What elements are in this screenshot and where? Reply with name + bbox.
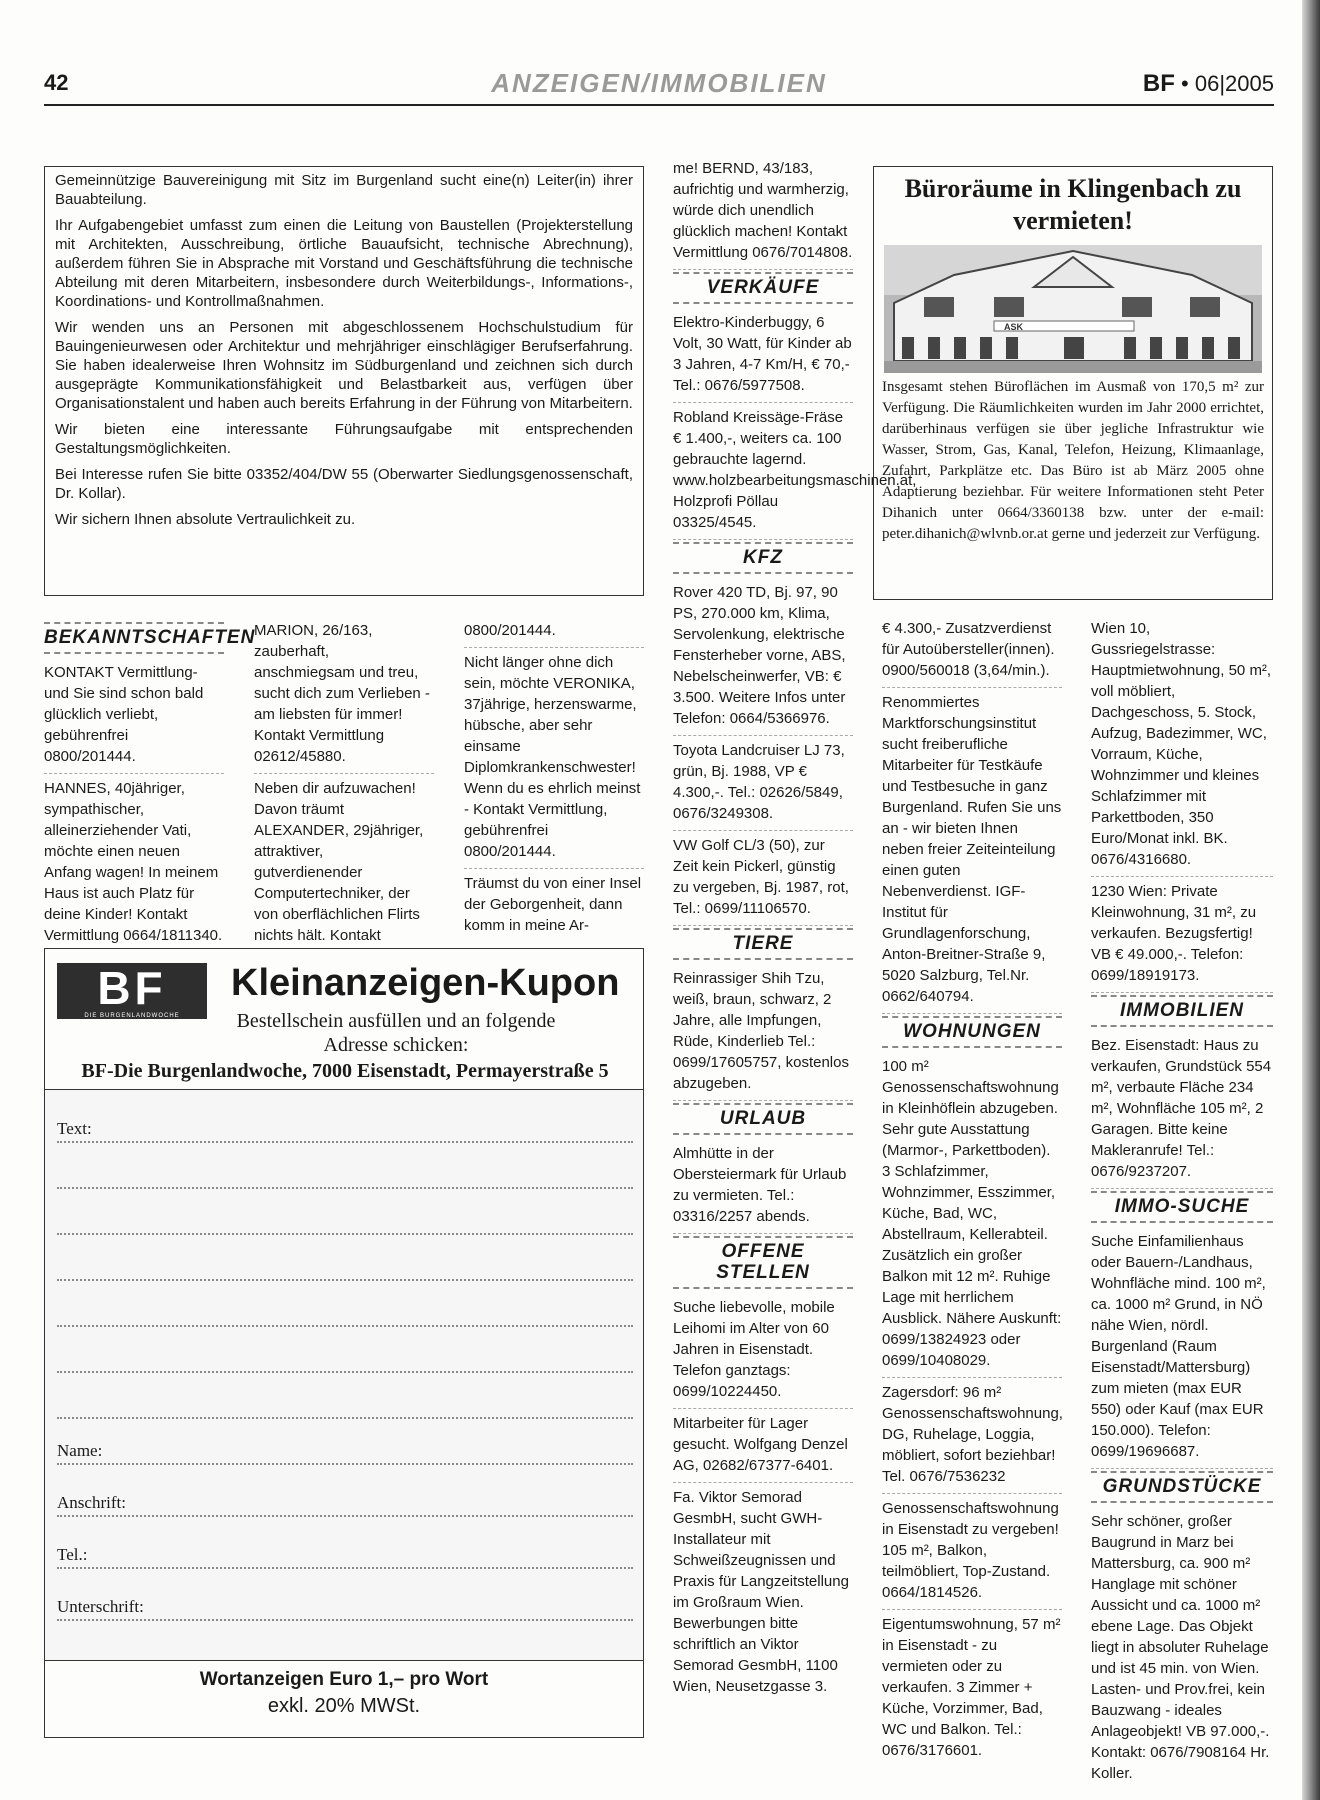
text-field-line[interactable] [57,1303,633,1327]
job-ad-profile: Wir wenden uns an Personen mit abgeschlossenem Hochschulstudium für Bauingenieurwesen oder Architektur und mehrjähriger einschlägiger Berufserfahrung. Sie haben idealerweise Ihren Wohnsitz im Südburgenland und zeichnen sich durch ausgeprägte Kommunikationsfähigkeit und Belastbarkeit aus, verfügen über Organisationstalent und haben auch bereits Erfahrung in der Führung von Mitarbeitern. [55,319,633,412]
tax-note: exkl. 20% MWSt. [267,1695,421,1717]
publication-name: BF [1142,70,1175,97]
classified-ad: Bez. Eisenstadt: Haus zu verkaufen, Grundstück 554 m², verbaute Fläche 234 m², Wohnfläche 105 m², 2 Garagen. Bitte keine Makleranrufe! Tel.: 0676/9237207. [1091,1031,1273,1189]
text-field-line[interactable] [57,1119,633,1143]
classified-coupon [44,948,644,1738]
category-heading: GRUNDSTÜCKE [1091,1471,1273,1503]
classified-ad: € 4.300,- Zusatzverdienst für Autoübersteller(innen). 0900/560018 (3,64/min.). [882,614,1062,688]
classified-ad: Zagersdorf: 96 m² Genossenschaftswohnung, DG, Ruhelage, Loggia, möbliert, sofort beziehbar! Tel. 0676/7536232 [882,1378,1062,1494]
coupon-price-footer [45,1660,643,1737]
signature-label: Unterschrift: [57,1597,148,1616]
category-heading: OFFENE STELLEN [673,1236,853,1289]
column-bekanntschaften [44,620,256,952]
classified-ad: KONTAKT Vermittlung- und Sie sind schon bald glücklich verliebt, gebührenfrei 0800/201444. [44,658,224,774]
bf-logo-letters: BF [97,962,167,1014]
text-field-line[interactable] [57,1349,633,1373]
job-ad-intro: Gemeinnützige Bauvereinigung mit Sitz im Burgenland sucht eine(n) Leiter(in) ihrer Bauabteilung. [55,172,633,208]
column-bekanntschaften-2 [254,616,434,973]
bf-logo-subtitle: DIE BURGENLANDWOCHE [84,1013,180,1019]
category-heading: BEKANNTSCHAFTEN [44,622,224,654]
classified-ad: 1230 Wien: Private Kleinwohnung, 31 m², zu verkaufen. Bezugsfertig! VB € 49.000,-. Telefon: 0699/18919173. [1091,877,1273,993]
classified-ad: Nicht länger ohne dich sein, möchte VERONIKA, 37jährige, herzenswarme, hübsche, aber sehr einsame Diplomkrankenschwester! Wenn du es ehrlich meinst - Kontakt Vermittlung, gebührenfrei 0800/201444. [464,648,644,869]
category-heading: VERKÄUFE [673,272,853,304]
office-ad-title: Büroräume in Klingenbach zu vermieten! [904,174,1242,235]
classified-ad: Sehr schöner, großer Baugrund in Marz bei Mattersburg, ca. 900 m² Hanglage mit schöner Aussicht und ca. 1000 m² ebene Lage. Das Objekt liegt in absoluter Ruhelage und ist 45 min. von Wien. Lasten- und Prov.frei, kein Bauzwang - ideales Anlageobjekt! VB 97.000,-. Kontakt: 0676/7908164 Hr. Koller. [1091,1513,1270,1782]
section-title: ANZEIGEN/IMMOBILIEN [491,68,827,98]
job-ad-tasks: Ihr Aufgabengebiet umfasst zum einen die Leitung von Baustellen (Projekterstellung mit Architekten, Ausschreibung, örtliche Bauaufsicht, technische Abrechnung), außerdem führen Sie in Absprache mit Vorstand und Geschäftsführung die technische Abteilung mit deren Mitarbeitern, insbesondere durch Weiterbildungs-, Informations-, Koordinations- und Kontrollmaßnahmen. [55,217,633,310]
classified-ad: Renommiertes Marktforschungsinstitut sucht freiberufliche Mitarbeiter für Testkäufe und Testbesuche in ganz Burgenland. Rufen Sie uns an - wir bieten Ihnen neben freier Zeiteinteilung einen guten Nebenverdienst. IGF-Institut für Grundlagenforschung, Anton-Breitner-Straße 9, 5020 Salzburg, Tel.Nr. 0662/640794. [882,688,1062,1014]
classified-ad: Rover 420 TD, Bj. 97, 90 PS, 270.000 km, Klima, Servolenkung, elektrische Fensterheber vorne, ABS, Nebelscheinwerfer, VB: € 3.500. Weitere Infos unter Telefon: 0664/5366976. [673,578,853,736]
job-ad-offer: Wir bieten eine interessante Führungsaufgabe mit entsprechenden Gestaltungsmöglichkeiten. [55,421,633,457]
classified-ad: Elektro-Kinderbuggy, 6 Volt, 30 Watt, für Kinder ab 3 Jahren, 4-7 Km/H, € 70,- Tel.: 0676/5977508. [673,308,853,403]
classified-ad: Robland Kreissäge-Fräse € 1.400,-, weiters ca. 100 gebrauchte lagernd. www.holzbearbeitungsmaschinen.at, Holzprofi Pöllau 03325/4545. [673,403,853,540]
phone-label: Tel.: [57,1545,91,1564]
text-field-line[interactable] [57,1165,633,1189]
address-label: Anschrift: [57,1493,130,1512]
address-field[interactable] [57,1493,633,1517]
name-label: Name: [57,1441,106,1460]
column-stellen-wohnungen [882,614,1062,1767]
page-edge-shadow [1302,0,1320,1800]
classified-ad: Wien 10, Gussriegelstrasse: Hauptmietwohnung, 50 m², voll möbliert, Dachgeschoss, 5. Stock, Aufzug, Badezimmer, WC, Vorraum, Küche, Wohnzimmer und kleines Schlafzimmer mit Parkettboden, 350 Euro/Monat inkl. BK. 0676/4316680. [1091,614,1273,877]
text-field-line[interactable] [57,1211,633,1235]
coupon-header [45,949,643,1090]
office-ad-text: Insgesamt stehen Büroflächen im Ausmaß von 170,5 m² zur Verfügung. Die Räumlichkeiten wurden im Jahr 2000 errichtet, darüberhinaus verfügen sie über jegliche Infrastruktur wie Wasser, Strom, Gas, Kanal, Telefon, Heizung, Klimaanlage, Zufahrt, Parkplätze etc. Das Büro ist ab März 2005 ohne Adaptierung beziehbar. Für weitere Informationen steht Peter Dihanich unter 0664/3360138 bzw. unter der e-mail: peter.dihanich@wlvnb.or.at gerne und jederzeit zur Verfügung. [882,379,1264,542]
office-building-photo [884,245,1262,373]
classified-ad: Träumst du von einer Insel der Geborgenheit, dann komm in meine Ar- [464,875,642,934]
coupon-address: BF-Die Burgenlandwoche, 7000 Eisenstadt, Permayerstraße 5 [81,1060,609,1082]
classified-ad: Toyota Landcruiser LJ 73, grün, Bj. 1988, VP € 4.300,-. Tel.: 02626/5849, 0676/3249308. [673,736,853,831]
classified-ad: Genossenschaftswohnung in Eisenstadt zu vergeben! 105 m², Balkon, teilmöbliert, Top-Zustand. 0664/1814526. [882,1494,1062,1610]
text-field-line[interactable] [57,1395,633,1419]
category-heading: KFZ [673,542,853,574]
signature-field[interactable] [57,1597,633,1621]
price-per-word: Wortanzeigen Euro 1,– pro Wort [199,1669,489,1690]
text-field-label: Text: [57,1119,96,1138]
classified-ad: HANNES, 40jähriger, sympathischer, alleinerziehender Vati, möchte einen neuen Anfang wagen! In meinem Haus ist auch Platz für deine Kinder! Kontakt Vermittlung 0664/1811340. [44,780,223,944]
classified-ad: Fa. Viktor Semorad GesmbH, sucht GWH-Installateur mit Schweißzeugnissen und Praxis für Langzeitstellung im Großraum Wien. Bewerbungen bitte schriftlich an Viktor Semorad GesmbH, 1100 Wien, Neusetzgasse 3. [673,1489,849,1695]
column-verkaeufe-kfz [673,154,917,1703]
category-heading: IMMOBILIEN [1091,995,1273,1027]
classified-ad: Almhütte in der Obersteiermark für Urlaub zu vermieten. Tel.: 03316/2257 abends. [673,1139,853,1234]
job-ad-contact: Bei Interesse rufen Sie bitte 03352/404/DW 55 (Oberwarter Siedlungsgenossenschaft, Dr. Kollar). [55,466,633,502]
page-number: 42 [44,70,69,95]
coupon-instruction: Bestellschein ausfüllen und an folgende Adresse schicken: [236,1010,556,1056]
classified-ad: Suche liebevolle, mobile Leihomi im Alter von 60 Jahren in Eisenstadt. Telefon ganztags: 0699/10224450. [673,1293,853,1409]
page-header [44,68,1274,106]
classified-ad: MARION, 26/163, zauberhaft, anschmiegsam und treu, sucht dich zum Verlieben - am liebsten für immer! Kontakt Vermittlung 02612/45880. [254,616,434,774]
column-immobilien [1091,614,1273,1790]
classified-ad: 0800/201444. [464,616,644,648]
classified-ad: Suche Einfamilienhaus oder Bauern-/Landhaus, Wohnfläche mind. 100 m², ca. 1000 m² Grund, in NÖ nähe Wien, nördl. Burgenland (Raum Eisenstadt/Mattersburg) zum mieten (max EUR 550) oder Kauf (max EUR 150.000). Telefon: 0699/19696687. [1091,1227,1273,1469]
classified-ad: Eigentumswohnung, 57 m² in Eisenstadt - zu vermieten oder zu verkaufen. 3 Zimmer + Küche, Vorzimmer, Bad, WC und Balkon. Tel.: 0676/3176601. [882,1616,1061,1759]
category-heading: WOHNUNGEN [882,1016,1062,1048]
building-sign: ASK [1004,322,1024,332]
office-rental-ad [873,166,1273,600]
classified-ad: Mitarbeiter für Lager gesucht. Wolfgang Denzel AG, 02682/67377-6401. [673,1409,853,1483]
classified-ad: 100 m² Genossenschaftswohnung in Kleinhöflein abzugeben. Sehr gute Ausstattung (Marmor-, Parkettboden). 3 Schlafzimmer, Wohnzimmer, Esszimmer, Küche, Bad, WC, Abstellraum, Kellerabteil. Zusätzlich ein großer Balkon mit 12 m². Ruhige Lage mit herrlichem Ausblick. Nähere Auskunft: 0699/13824923 oder 0699/10408029. [882,1052,1062,1378]
classified-ad: me! BERND, 43/183, aufrichtig und warmherzig, würde dich unendlich glücklich machen! Kontakt Vermittlung 0676/7014808. [673,154,853,270]
text-field-line[interactable] [57,1257,633,1281]
classified-ad: VW Golf CL/3 (50), zur Zeit kein Pickerl, günstig zu vergeben, Bj. 1987, rot, Tel.: 0699/11106570. [673,831,853,926]
category-heading: URLAUB [673,1103,853,1135]
classified-ad: Reinrassiger Shih Tzu, weiß, braun, schwarz, 2 Jahre, alle Impfungen, Rüde, Kinderlieb Tel.: 0699/17605757, kostenlos abzugeben. [673,964,853,1101]
name-field[interactable] [57,1441,633,1465]
bf-logo [57,963,207,1019]
issue-info: BF • 06|2005 [1142,70,1274,97]
classified-ad: Neben dir aufzuwachen! Davon träumt ALEXANDER, 29jähriger, attraktiver, gutverdienender Computertechniker, der von oberflächlichen Flirts nichts hält. Kontakt [254,780,424,944]
issue-number: 06|2005 [1194,71,1274,96]
job-ad-box [44,166,644,596]
category-heading: TIERE [673,928,853,960]
coupon-title: Kleinanzeigen-Kupon [231,962,620,1004]
job-ad-closing: Wir sichern Ihnen absolute Vertraulichkeit zu. [55,511,356,528]
phone-field[interactable] [57,1545,633,1569]
category-heading: IMMO-SUCHE [1091,1191,1273,1223]
column-bekanntschaften-3 [464,616,644,942]
